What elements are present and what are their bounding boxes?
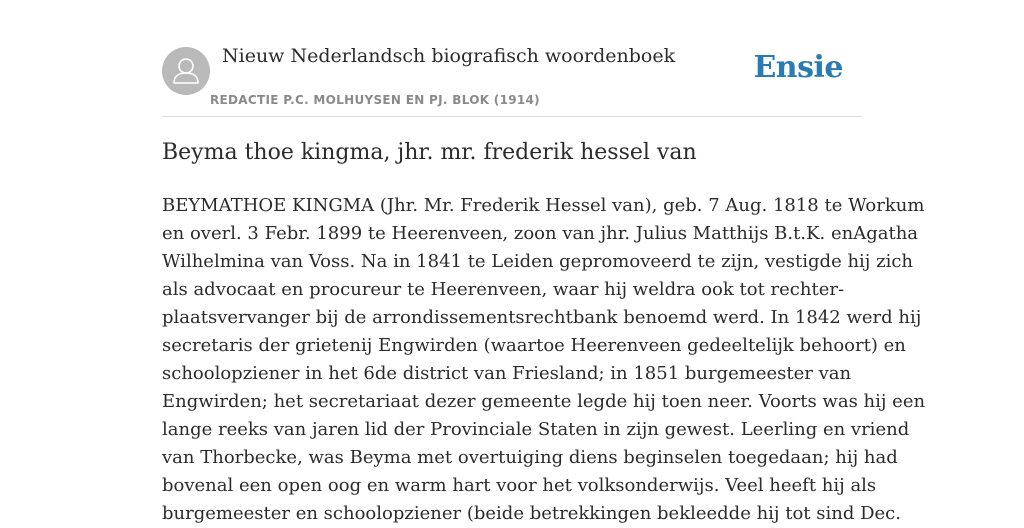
- body-line: plaatsvervanger bij de arrondissementsrechtbank benoemd werd. In 1842 werd hij: [162, 307, 922, 328]
- body-line: secretaris der grietenij Engwirden (waartoe Heerenveen gedeeltelijk behoort) en: [162, 335, 906, 356]
- brand-logo[interactable]: Ensie: [753, 50, 843, 85]
- user-icon: [162, 47, 210, 95]
- body-line: bovenal een open oog en warm hart voor het volksonderwijs. Veel heeft hij als: [162, 475, 877, 496]
- page: [162, 0, 926, 524]
- source-title[interactable]: Nieuw Nederlandsch biografisch woordenboek: [222, 45, 676, 67]
- body-line: BEYMATHOE KINGMA (Jhr. Mr. Frederik Hessel van), geb. 7 Aug. 1818 te Workum: [162, 195, 925, 216]
- body-line: en overl. 3 Febr. 1899 te Heerenveen, zoon van jhr. Julius Matthijs B.t.K. enAgatha: [162, 223, 919, 244]
- entry-title: Beyma thoe kingma, jhr. mr. frederik hessel van: [162, 140, 697, 165]
- entry-body: [162, 192, 926, 528]
- body-line: burgemeester en schoolopziener (beide betrekkingen bekleedde hij tot sind Dec.: [162, 503, 901, 524]
- body-line: als advocaat en procureur te Heerenveen, waar hij weldra ook tot rechter-: [162, 279, 845, 300]
- source-header: [162, 0, 862, 117]
- body-line: Wilhelmina van Voss. Na in 1841 te Leiden gepromoveerd te zijn, vestigde hij zich: [162, 251, 914, 272]
- body-line: Engwirden; het secretariaat dezer gemeente legde hij toen neer. Voorts was hij een: [162, 391, 926, 412]
- body-line: schoolopziener in het 6de district van Friesland; in 1851 burgemeester van: [162, 363, 852, 384]
- body-line: lange reeks van jaren lid der Provinciale Staten in zijn gewest. Leerling en vriend: [162, 419, 910, 440]
- source-subtitle: REDACTIE P.C. MOLHUYSEN EN PJ. BLOK (1914): [210, 93, 540, 107]
- avatar[interactable]: [162, 47, 210, 95]
- body-line: van Thorbecke, was Beyma met overtuiging diens beginselen toegedaan; hij had: [162, 447, 898, 468]
